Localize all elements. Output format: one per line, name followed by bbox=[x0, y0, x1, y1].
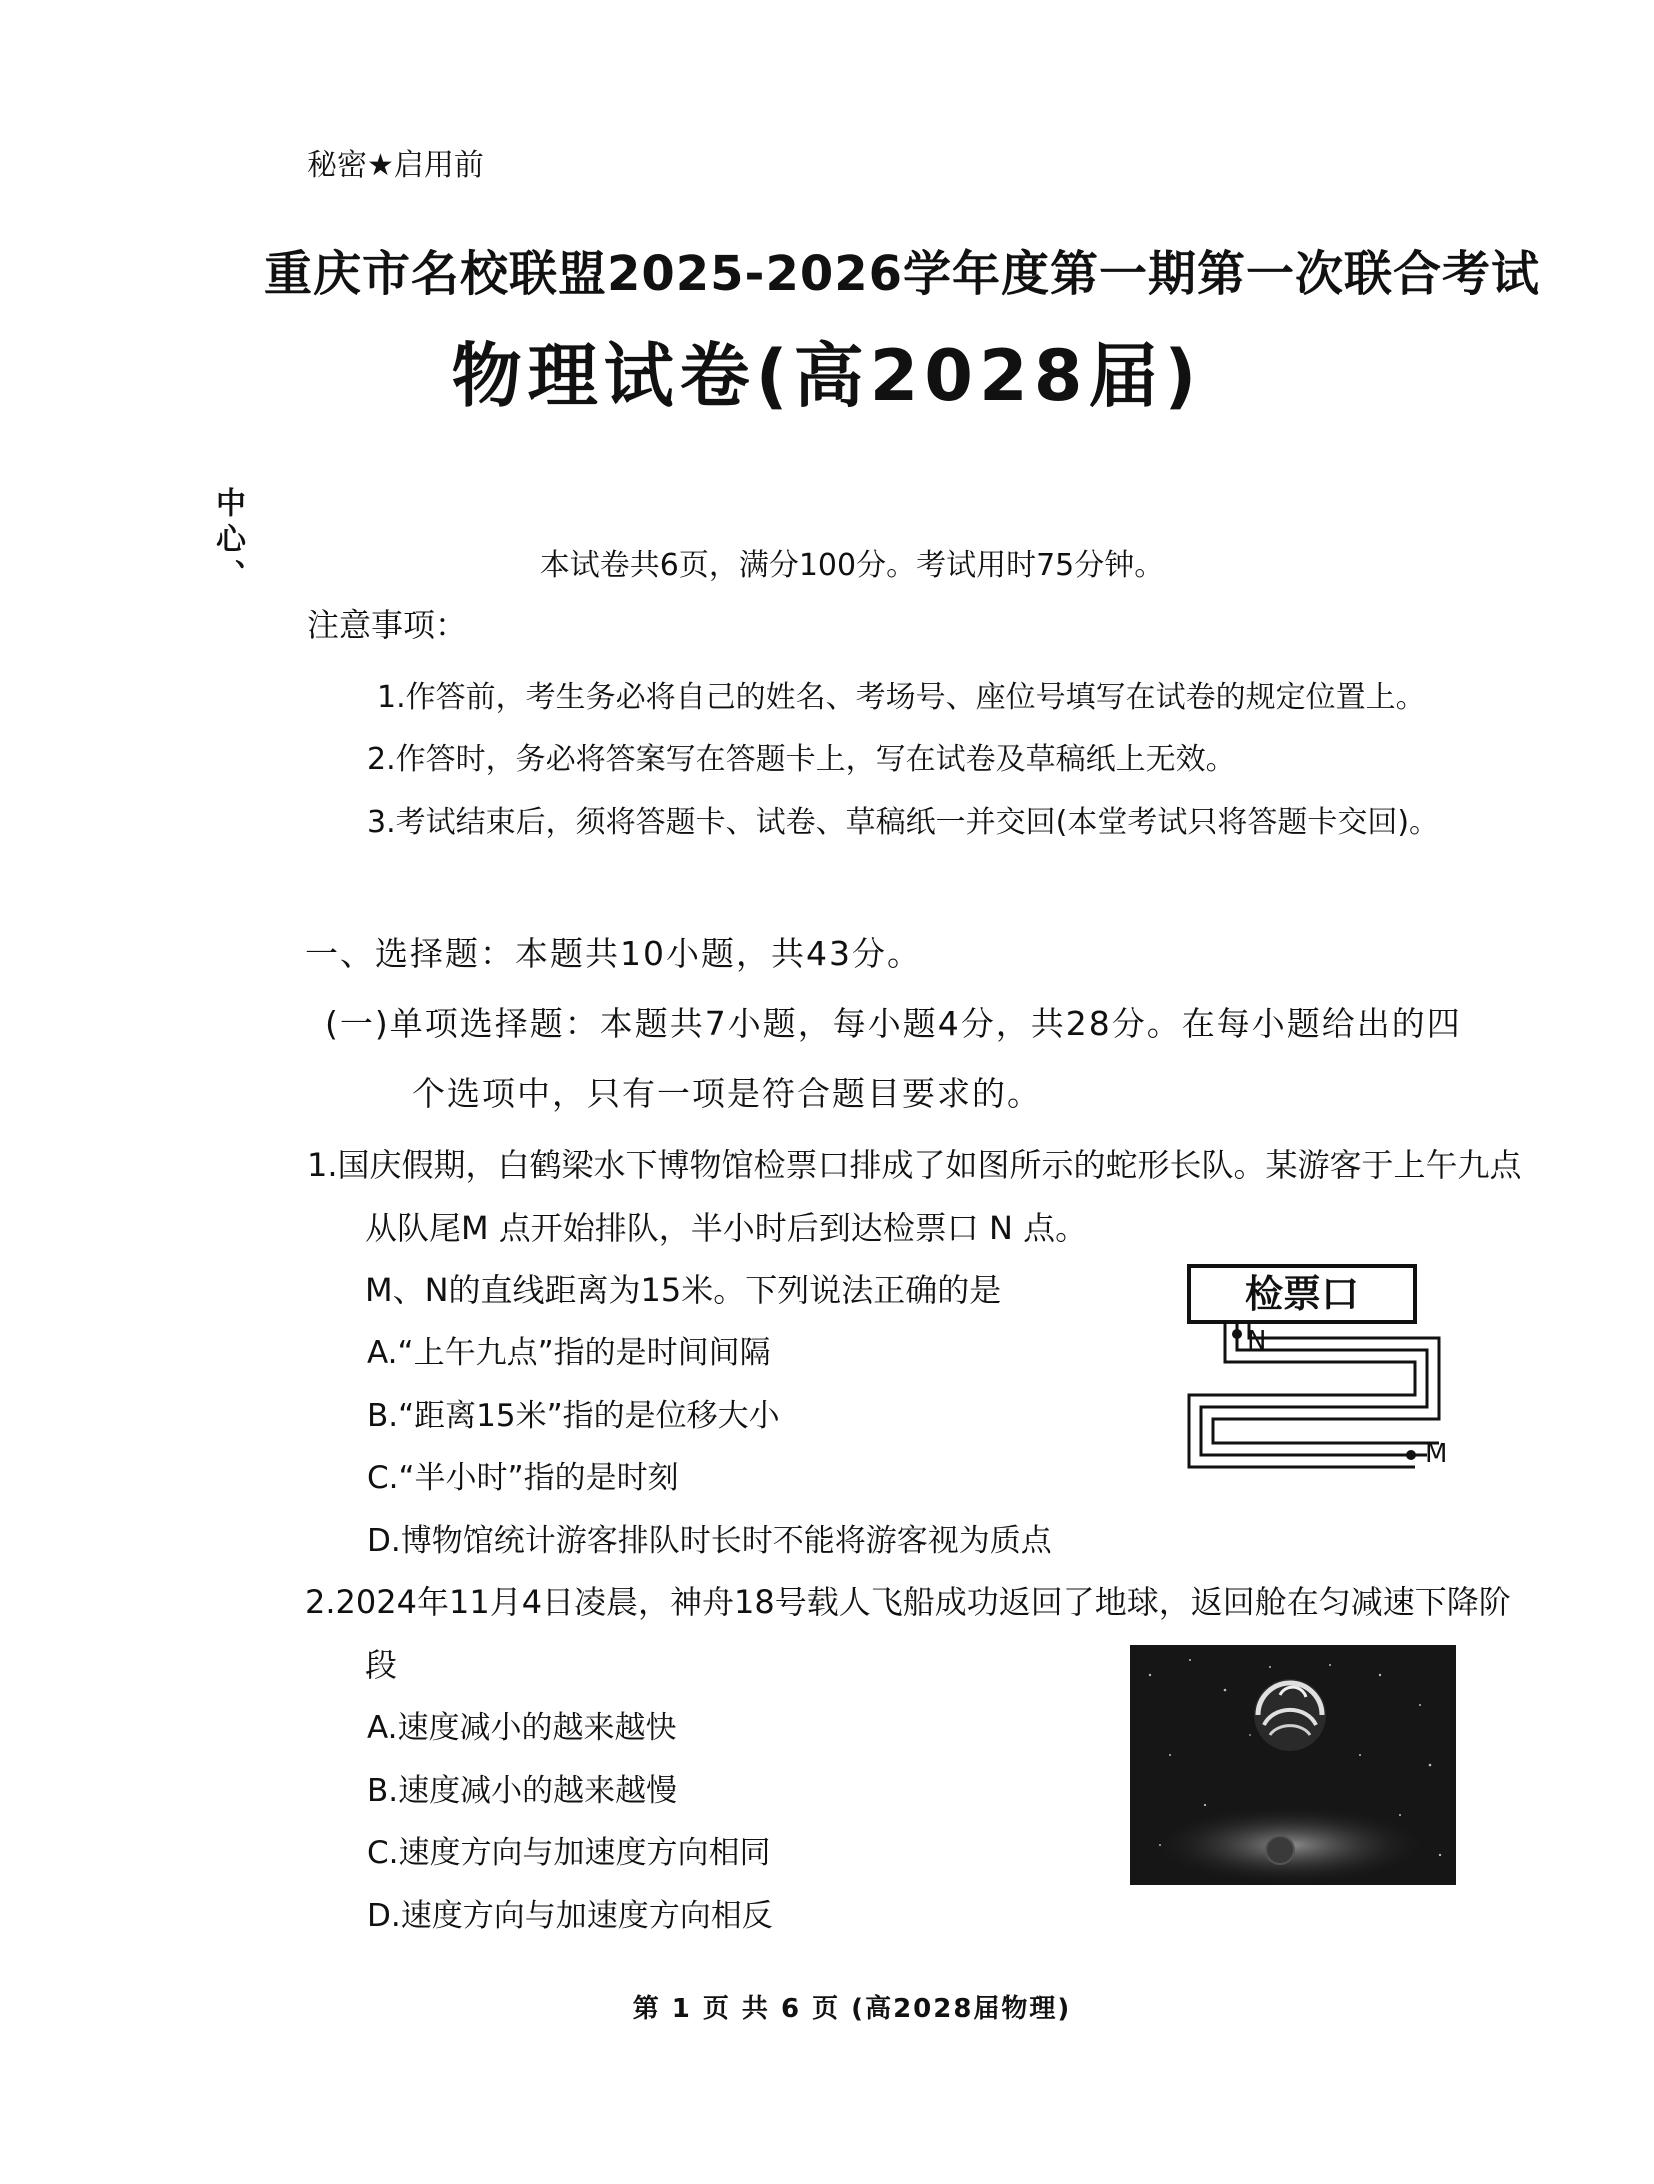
point-m-label: M bbox=[1425, 1439, 1448, 1469]
capsule-reentry-photo bbox=[1130, 1645, 1456, 1885]
question-2-stem-cont: 段 bbox=[365, 1646, 398, 1684]
capsule-icon bbox=[1254, 1679, 1326, 1751]
question-1-stem-cont: M、N的直线距离为15米。下列说法正确的是 bbox=[365, 1271, 1002, 1309]
question-1-option-c: C.“半小时”指的是时刻 bbox=[367, 1460, 679, 1496]
question-2-option-d: D.速度方向与加速度方向相反 bbox=[367, 1898, 773, 1934]
section-title: 一、选择题：本题共10小题，共43分。 bbox=[305, 934, 922, 973]
paper-summary: 本试卷共6页，满分100分。考试用时75分钟。 bbox=[539, 548, 1165, 583]
question-2-option-a: A.速度减小的越来越快 bbox=[367, 1710, 677, 1746]
question-1-option-a: A.“上午九点”指的是时间间隔 bbox=[367, 1335, 771, 1371]
question-2-stem: 2.2024年11月4日凌晨，神舟18号载人飞船成功返回了地球，返回舱在匀减速下降阶 bbox=[305, 1583, 1511, 1621]
question-1-option-b: B.“距离15米”指的是位移大小 bbox=[367, 1398, 780, 1434]
page-footer: 第 1 页 共 6 页 (高2028届物理) bbox=[632, 1994, 1072, 2024]
subsection-title-cont: 个选项中，只有一项是符合题目要求的。 bbox=[412, 1074, 1042, 1113]
notes-title: 注意事项： bbox=[307, 606, 468, 644]
note-item: 2.作答时，务必将答案写在答题卡上，写在试卷及草稿纸上无效。 bbox=[367, 742, 1236, 777]
note-item: 1.作答前，考生务必将自己的姓名、考场号、座位号填写在试卷的规定位置上。 bbox=[377, 680, 1426, 715]
capsule-photo-art bbox=[1130, 1645, 1456, 1885]
point-m-marker bbox=[1406, 1450, 1416, 1460]
confidential-label: 秘密★启用前 bbox=[307, 148, 484, 183]
note-item: 3.考试结束后，须将答题卡、试卷、草稿纸一并交回(本堂考试只将答题卡交回)。 bbox=[367, 805, 1440, 840]
subsection-title: (一)单项选择题：本题共7小题，每小题4分，共28分。在每小题给出的四 bbox=[325, 1004, 1462, 1043]
question-2-option-c: C.速度方向与加速度方向相同 bbox=[367, 1835, 771, 1871]
side-margin-mark: 中心、 bbox=[210, 487, 245, 595]
point-n-marker bbox=[1232, 1329, 1242, 1339]
snake-queue-path bbox=[1189, 1322, 1439, 1467]
question-1-stem-cont: 从队尾M 点开始排队，半小时后到达检票口 N 点。 bbox=[365, 1209, 1088, 1247]
question-2-option-b: B.速度减小的越来越慢 bbox=[367, 1773, 678, 1809]
paper-subject-title: 物理试卷(高2028届) bbox=[451, 335, 1203, 417]
exam-title: 重庆市名校联盟2025-2026学年度第一期第一次联合考试 bbox=[263, 246, 1541, 302]
point-n-label: N bbox=[1247, 1326, 1267, 1356]
queue-diagram bbox=[1185, 1262, 1465, 1484]
person-silhouette-icon bbox=[1266, 1836, 1294, 1864]
question-1-option-d: D.博物馆统计游客排队时长时不能将游客视为质点 bbox=[367, 1523, 1052, 1559]
question-1-stem: 1.国庆假期，白鹤梁水下博物馆检票口排成了如图所示的蛇形长队。某游客于上午九点 bbox=[307, 1146, 1522, 1184]
ticket-gate-label: 检票口 bbox=[1244, 1272, 1360, 1316]
